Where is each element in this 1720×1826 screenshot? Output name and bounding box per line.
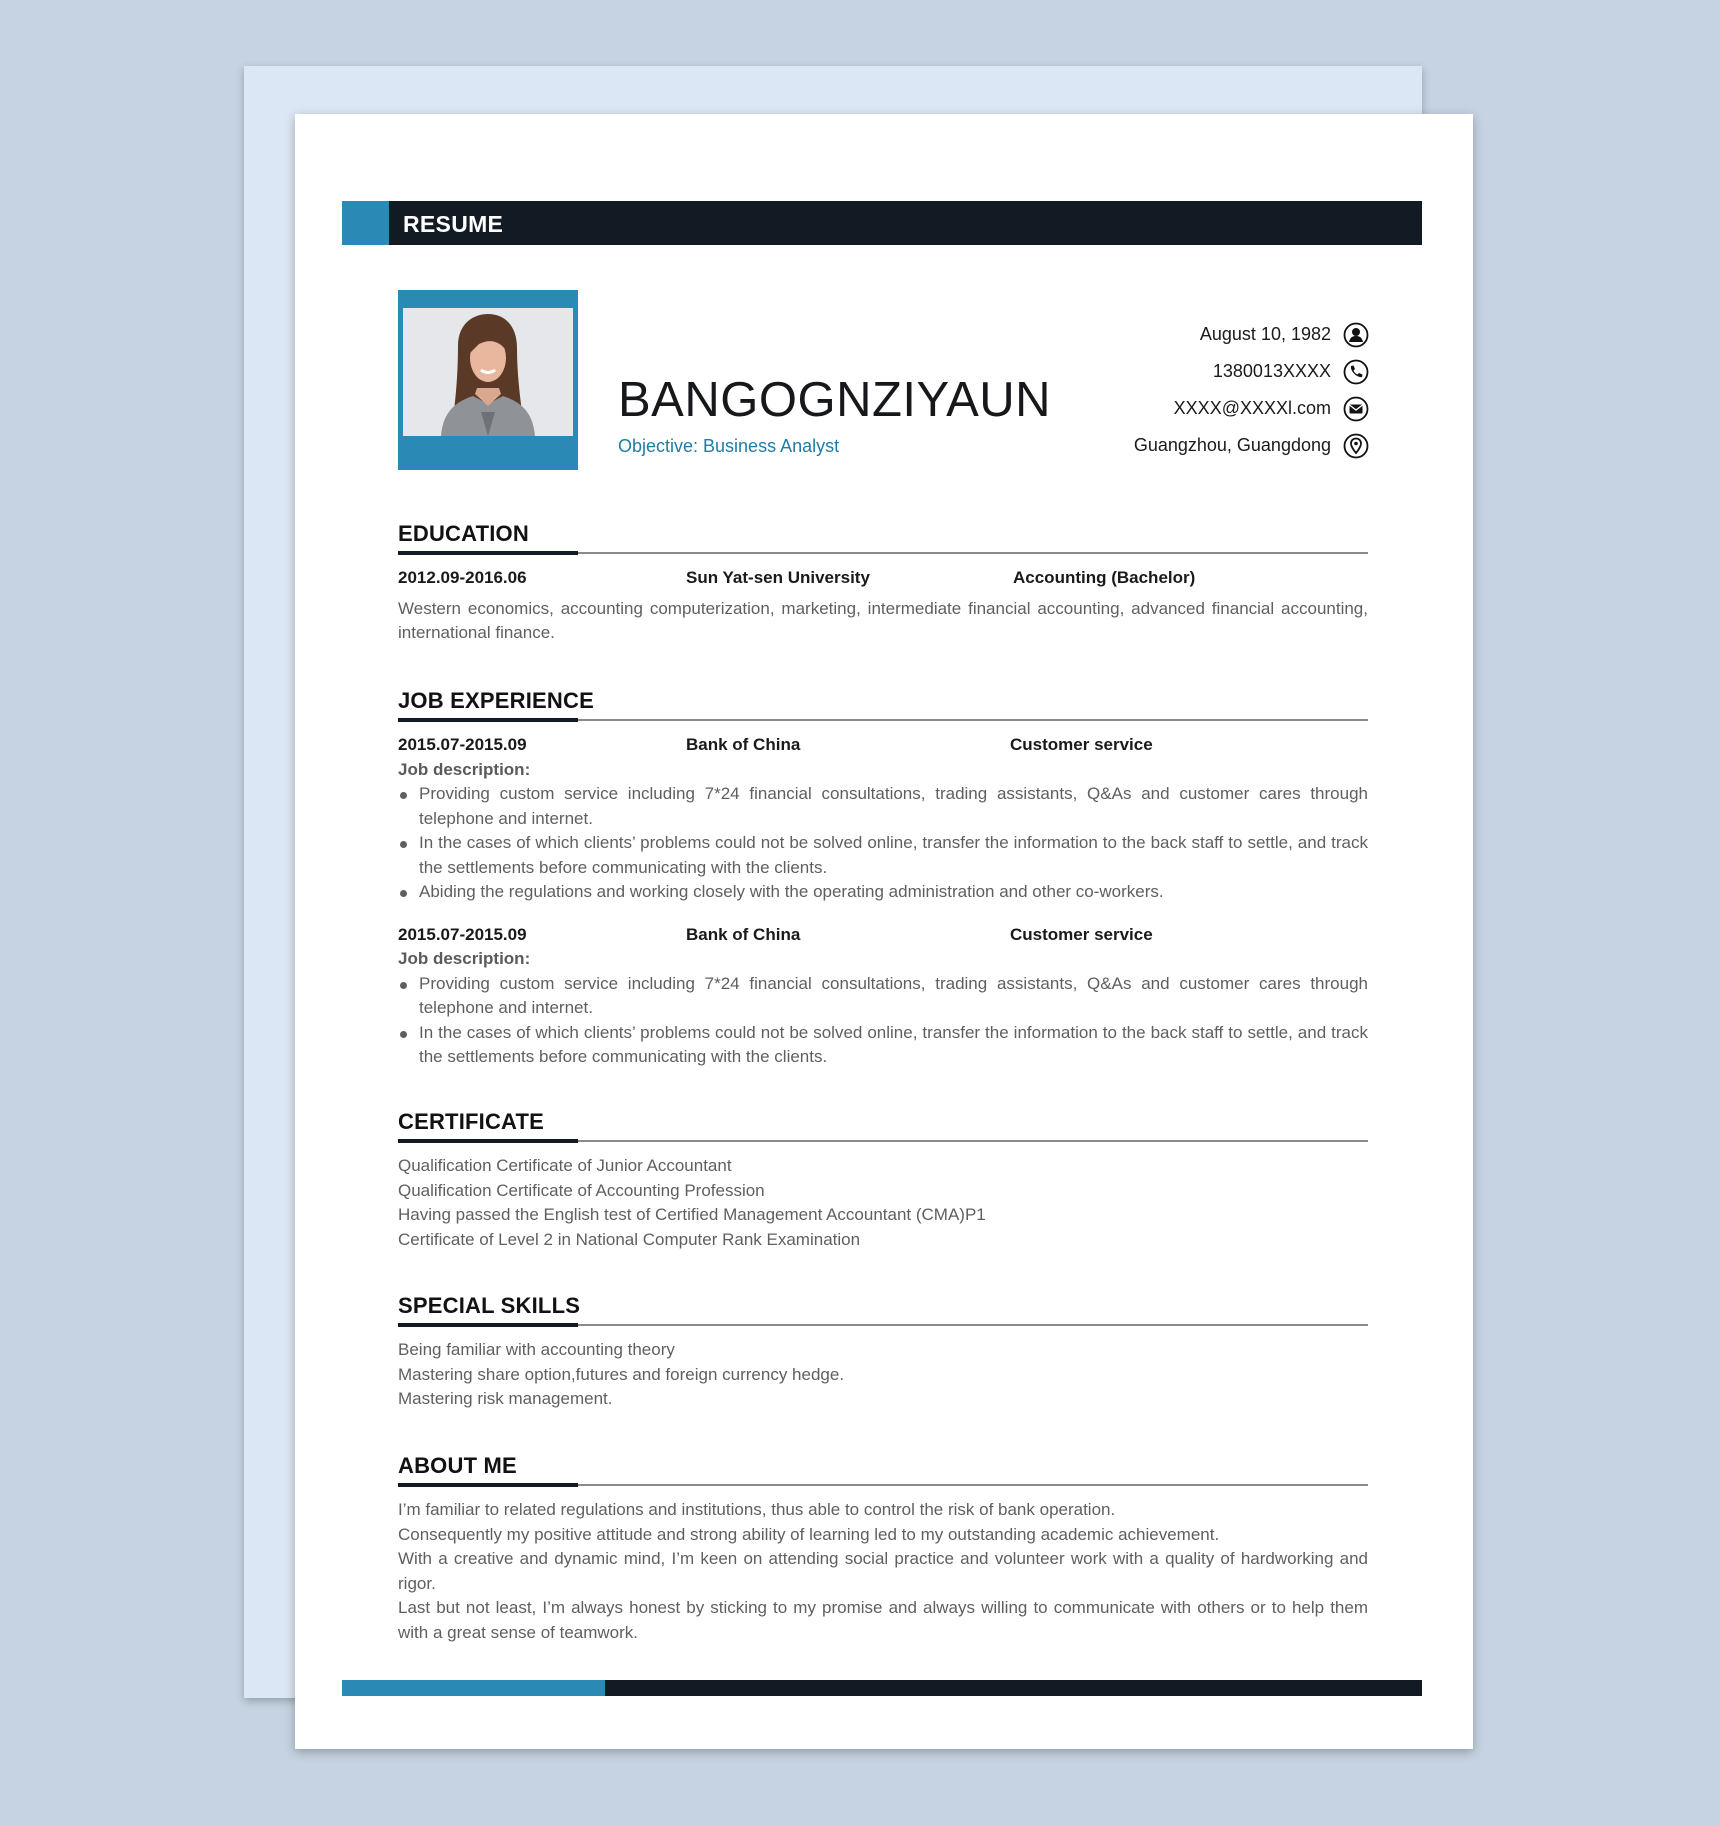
education-entry-header xyxy=(398,566,1368,591)
mail-icon xyxy=(1343,396,1369,422)
job-bullet: Providing custom service including 7*24 financial consultations, trading assistants, Q&As and customer cares through telephone and internet. xyxy=(398,972,1368,1021)
certificate-title: CERTIFICATE xyxy=(398,1109,545,1134)
section-divider xyxy=(398,1139,1368,1143)
contact-location xyxy=(1134,427,1369,464)
skills-section xyxy=(398,1291,1368,1412)
phone-icon xyxy=(1343,359,1369,385)
job-date: 2015.07-2015.09 xyxy=(398,924,527,944)
contact-email xyxy=(1134,390,1369,427)
contact-info xyxy=(1134,316,1369,464)
job-role: Customer service xyxy=(1010,735,1153,754)
certificate-item: Qualification Certificate of Accounting Profession xyxy=(398,1180,765,1200)
candidate-name: BANGOGNZIYAUN xyxy=(618,373,1052,427)
location-pin-icon xyxy=(1343,433,1369,459)
resume-header-bar xyxy=(342,201,1422,245)
person-icon xyxy=(1343,322,1369,348)
about-section xyxy=(398,1451,1368,1645)
job-bullet: In the cases of which clients’ problems could not be solved online, transfer the information to the back staff to settle, and track the settlements before communicating with the clients. xyxy=(398,1021,1368,1070)
job-bullet: In the cases of which clients’ problems could not be solved online, transfer the information to the back staff to settle, and track the settlements before communicating with the clients. xyxy=(398,831,1368,880)
about-paragraph: Last but not least, I’m always honest by sticking to my promise and always willing to communicate with others or to help them with a great sense of teamwork. xyxy=(398,1598,1368,1642)
job-entry-header xyxy=(398,733,1368,758)
section-divider xyxy=(398,1323,1368,1327)
about-paragraph: Consequently my positive attitude and strong ability of learning led to my outstanding academic achievement. xyxy=(398,1524,1220,1544)
resume-label: RESUME xyxy=(403,211,504,237)
about-title: ABOUT ME xyxy=(398,1453,517,1478)
certificate-section xyxy=(398,1107,1368,1252)
education-major: Accounting (Bachelor) xyxy=(1013,568,1196,587)
contact-phone-text: 1380013XXXX xyxy=(1212,361,1331,381)
job-entry xyxy=(398,733,1368,905)
certificate-item: Certificate of Level 2 in National Computer Rank Examination xyxy=(398,1229,861,1249)
contact-location-text: Guangzhou, Guangdong xyxy=(1133,435,1331,455)
job-bullets xyxy=(398,782,1368,905)
job-role: Customer service xyxy=(1010,924,1153,944)
job-company: Bank of China xyxy=(686,735,801,754)
header-accent-block xyxy=(342,201,389,245)
section-divider xyxy=(398,718,1368,722)
contact-birthdate-text: August 10, 1982 xyxy=(1199,324,1331,344)
section-divider xyxy=(398,1483,1368,1487)
footer-bar xyxy=(342,1680,1422,1696)
profile-photo xyxy=(403,308,573,436)
experience-title: JOB EXPERIENCE xyxy=(398,688,594,713)
contact-birthdate xyxy=(1134,316,1369,353)
job-entry-header xyxy=(398,923,1368,948)
section-divider xyxy=(398,551,1368,555)
skill-item: Mastering risk management. xyxy=(398,1389,613,1408)
portrait-image xyxy=(403,308,573,436)
education-section xyxy=(398,519,1368,646)
contact-phone xyxy=(1134,353,1369,390)
certificate-item: Qualification Certificate of Junior Accountant xyxy=(398,1156,732,1175)
education-date: 2012.09-2016.06 xyxy=(398,568,527,587)
job-description-label: Job description: xyxy=(398,759,531,779)
skill-item: Mastering share option,futures and foreign currency hedge. xyxy=(398,1364,845,1384)
objective-text: Objective: Business Analyst xyxy=(618,436,840,456)
contact-email-text: XXXX@XXXXl.com xyxy=(1173,398,1331,418)
job-bullet: Providing custom service including 7*24 financial consultations, trading assistants, Q&As and customer cares through telephone and internet. xyxy=(398,782,1368,831)
job-bullets xyxy=(398,972,1368,1070)
education-school: Sun Yat-sen University xyxy=(686,568,870,587)
job-entry xyxy=(398,923,1368,1070)
resume-page xyxy=(295,114,1473,1749)
skills-title: SPECIAL SKILLS xyxy=(398,1293,581,1318)
skill-item: Being familiar with accounting theory xyxy=(398,1340,675,1359)
education-title: EDUCATION xyxy=(398,521,529,546)
job-bullet: Abiding the regulations and working closely with the operating administration and other co-workers. xyxy=(398,880,1368,905)
profile-photo-frame xyxy=(398,290,578,470)
education-description: Western economics, accounting computerization, marketing, intermediate financial accounting, advanced financial accounting, international finance. xyxy=(398,598,1368,642)
about-paragraph: With a creative and dynamic mind, I’m keen on attending social practice and volunteer work with a quality of hardworking and rigor. xyxy=(398,1549,1368,1593)
job-description-label: Job description: xyxy=(398,949,531,968)
about-paragraph: I’m familiar to related regulations and institutions, thus able to control the risk of bank operation. xyxy=(398,1500,1116,1519)
certificate-item: Having passed the English test of Certified Management Accountant (CMA)P1 xyxy=(398,1205,986,1224)
job-date: 2015.07-2015.09 xyxy=(398,735,527,754)
experience-section xyxy=(398,686,1368,1070)
footer-accent-block xyxy=(342,1680,605,1696)
job-company: Bank of China xyxy=(686,924,801,944)
